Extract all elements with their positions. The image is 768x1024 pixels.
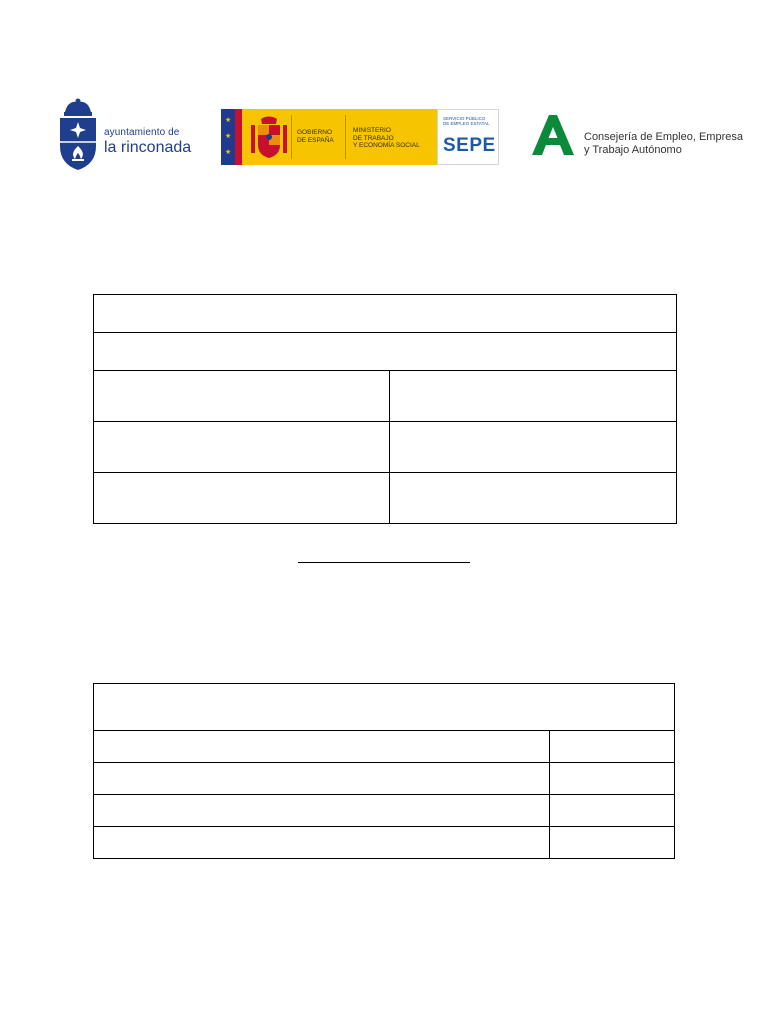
table-cell [550,795,675,827]
table-cell [94,827,550,859]
table-cell [550,763,675,795]
form-table-1 [93,294,677,524]
table-header-cell [94,684,675,731]
gobierno-sepe-logo [221,109,499,165]
table-cell [550,827,675,859]
consejeria-text: Consejería de Empleo, Empresa y Trabajo Autónomo [584,131,743,156]
table-cell [550,731,675,763]
separator [345,115,346,159]
table-cell [94,473,390,524]
star-icon: ★ [225,133,232,140]
table-cell [390,473,677,524]
ayuntamiento-logo [56,98,196,172]
form-table-2 [93,683,675,859]
ayuntamiento-line1: ayuntamiento de [104,127,180,138]
table-cell [94,295,677,333]
table-cell [94,333,677,371]
table-cell [390,371,677,422]
table-cell [390,422,677,473]
sepe-subtitle: SERVICIO PÚBLICO DE EMPLEO ESTATAL [443,116,490,126]
header-logos [0,0,768,200]
table-cell [94,422,390,473]
table-cell [94,371,390,422]
sepe-wordmark: SEPE [443,135,496,156]
ayuntamiento-line2: la rinconada [104,139,192,156]
star-icon: ★ [225,117,232,124]
gobierno-text: GOBIERNO DE ESPAÑA [297,129,334,144]
spain-coat-of-arms-icon [249,115,289,159]
coat-of-arms-icon [56,98,100,172]
table-cell [94,763,550,795]
underline-divider [298,562,470,563]
table-cell [94,795,550,827]
ministerio-text: MINISTERIO DE TRABAJO Y ECONOMÍA SOCIAL [353,127,420,149]
flag-strip [235,109,242,165]
andalucia-a-icon [530,113,576,157]
table-cell [94,731,550,763]
junta-logo [530,113,750,157]
star-icon: ★ [225,149,232,156]
sepe-logo [437,109,499,165]
separator [291,115,292,159]
